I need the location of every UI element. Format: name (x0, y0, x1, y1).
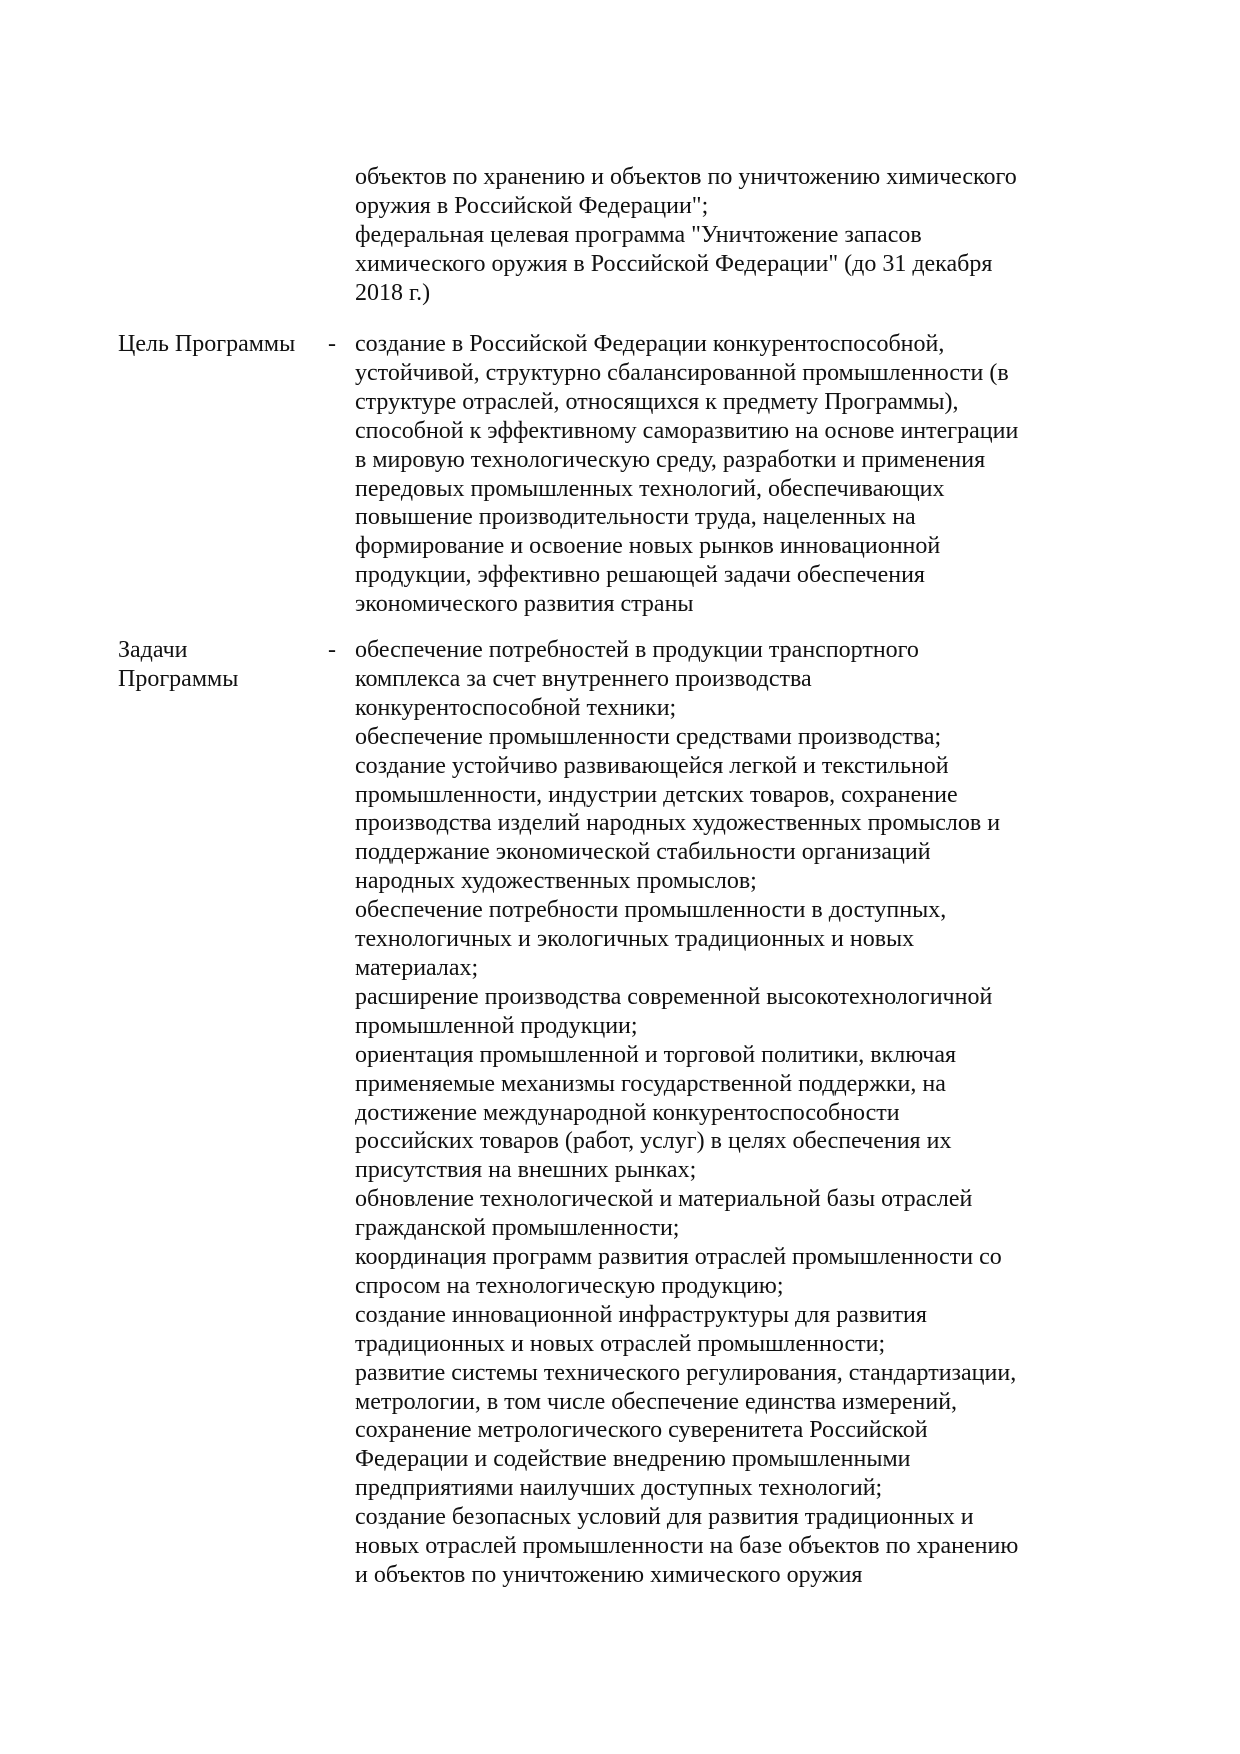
text-line: комплекса за счет внутреннего производства (355, 665, 812, 692)
text-line: структуре отраслей, относящихся к предмету Программы), (355, 388, 959, 415)
text-line: технологичных и экологичных традиционных и новых (355, 926, 915, 953)
text-line: достижение международной конкурентоспособности (355, 1099, 900, 1126)
text-line: обеспечение промышленности средствами производства; (355, 723, 942, 750)
text-line: спросом на технологическую продукцию; (355, 1272, 784, 1299)
text-line: материалах; (355, 954, 479, 981)
text-line: новых отраслей промышленности на базе объектов по хранению (355, 1533, 1019, 1560)
text-line: производства изделий народных художественных промыслов и (355, 810, 1001, 837)
text-line: народных художественных промыслов; (355, 868, 757, 895)
text-line: ориентация промышленной и торговой политики, включая (355, 1041, 957, 1068)
text-line: промышленности, индустрии детских товаров, сохранение (355, 781, 958, 808)
text-line: предприятиями наилучших доступных технологий; (355, 1475, 883, 1502)
text-line: обеспечение потребностей в продукции транспортного (355, 637, 919, 663)
text-line: в мировую технологическую среду, разработки и применения (355, 446, 986, 473)
goal-label: Цель Программы (118, 331, 296, 357)
text-line: создание инновационной инфраструктуры для развития (355, 1301, 927, 1328)
text-line: российских товаров (работ, услуг) в целях обеспечения их (355, 1128, 952, 1155)
text-line: создание безопасных условий для развития традиционных и (355, 1504, 974, 1531)
text-line: 2018 г.) (355, 279, 431, 306)
text-line: химического оружия в Российской Федерации" (до 31 декабря (355, 250, 993, 277)
text-line: метрологии, в том числе обеспечение единства измерений, (355, 1388, 958, 1415)
goal-dash: - (328, 331, 336, 357)
text-line: создание в Российской Федерации конкурентоспособной, (355, 331, 945, 357)
tasks-dash: - (328, 637, 336, 663)
text-line: экономического развития страны (355, 591, 694, 618)
text-line: гражданской промышленности; (355, 1215, 680, 1242)
text-line: развитие системы технического регулирования, стандартизации, (355, 1359, 1017, 1386)
goal-text (355, 330, 1075, 619)
text-line: объектов по хранению и объектов по уничтожению химического (355, 164, 1017, 190)
text-line: федеральная целевая программа "Уничтожение запасов (355, 221, 922, 248)
text-line: формирование и освоение новых рынков инновационной (355, 533, 941, 560)
text-line: обеспечение потребности промышленности в доступных, (355, 897, 947, 924)
tasks-text (355, 636, 1075, 1590)
text-line: способной к эффективному саморазвитию на основе интеграции (355, 417, 1019, 444)
text-line: продукции, эффективно решающей задачи обеспечения (355, 562, 925, 589)
text-line: сохранение метрологического суверенитета Российской (355, 1417, 928, 1444)
text-line: расширение производства современной высокотехнологичной (355, 983, 993, 1010)
text-line: повышение производительности труда, нацеленных на (355, 504, 916, 531)
text-line: оружия в Российской Федерации"; (355, 192, 709, 219)
text-line: традиционных и новых отраслей промышленности; (355, 1330, 886, 1357)
text-line: передовых промышленных технологий, обеспечивающих (355, 475, 945, 502)
text-line: координация программ развития отраслей промышленности со (355, 1244, 1002, 1271)
text-line: и объектов по уничтожению химического оружия (355, 1562, 863, 1588)
text-line: Федерации и содействие внедрению промышленными (355, 1446, 911, 1473)
text-line: устойчивой, структурно сбалансированной промышленности (в (355, 359, 1009, 386)
text-line: обновление технологической и материальной базы отраслей (355, 1186, 973, 1213)
text-line: создание устойчиво развивающейся легкой и текстильной (355, 752, 949, 779)
text-line: применяемые механизмы государственной поддержки, на (355, 1070, 946, 1097)
continuation-text (355, 163, 1075, 308)
text-line: поддержание экономической стабильности организаций (355, 839, 931, 866)
tasks-label: Задачи Программы (118, 637, 239, 692)
text-line: конкурентоспособной техники; (355, 694, 677, 721)
text-line: присутствия на внешних рынках; (355, 1157, 697, 1184)
text-line: промышленной продукции; (355, 1012, 638, 1039)
